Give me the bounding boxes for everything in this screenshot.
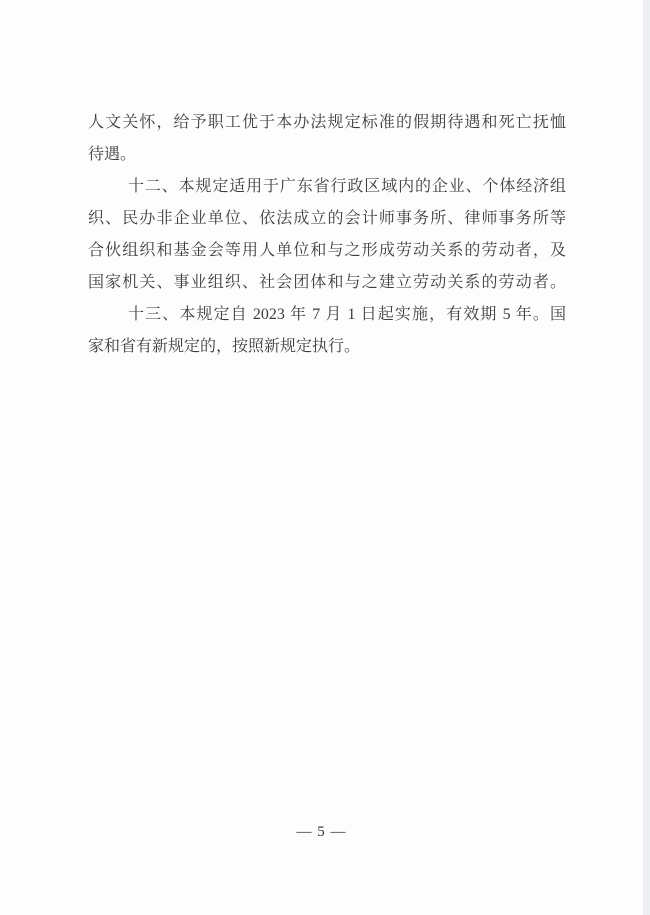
- text-line-4: 织、民办非企业单位、依法成立的会计师事务所、律师事务所等: [88, 210, 566, 227]
- text-line-5: 合伙组织和基金会等用人单位和与之形成劳动关系的劳动者，及: [88, 242, 566, 259]
- text-line-8: 家和省有新规定的，按照新规定执行。: [88, 338, 361, 355]
- text-line-6: 国家机关、事业组织、社会团体和与之建立劳动关系的劳动者。: [88, 274, 566, 291]
- text-line-1: 人文关怀，给予职工优于本办法规定标准的假期待遇和死亡抚恤: [88, 114, 566, 131]
- page-number: — 5 —: [296, 824, 347, 840]
- document-text-block: [88, 107, 566, 363]
- text-line-7-clause-13-start: 十三、本规定自 2023 年 7 月 1 日起实施，有效期 5 年。国: [128, 306, 566, 323]
- text-line-3-clause-12-start: 十二、本规定适用于广东省行政区域内的企业、个体经济组: [128, 178, 566, 195]
- text-line-2: 待遇。: [88, 146, 137, 163]
- scan-edge-strip: [643, 0, 650, 915]
